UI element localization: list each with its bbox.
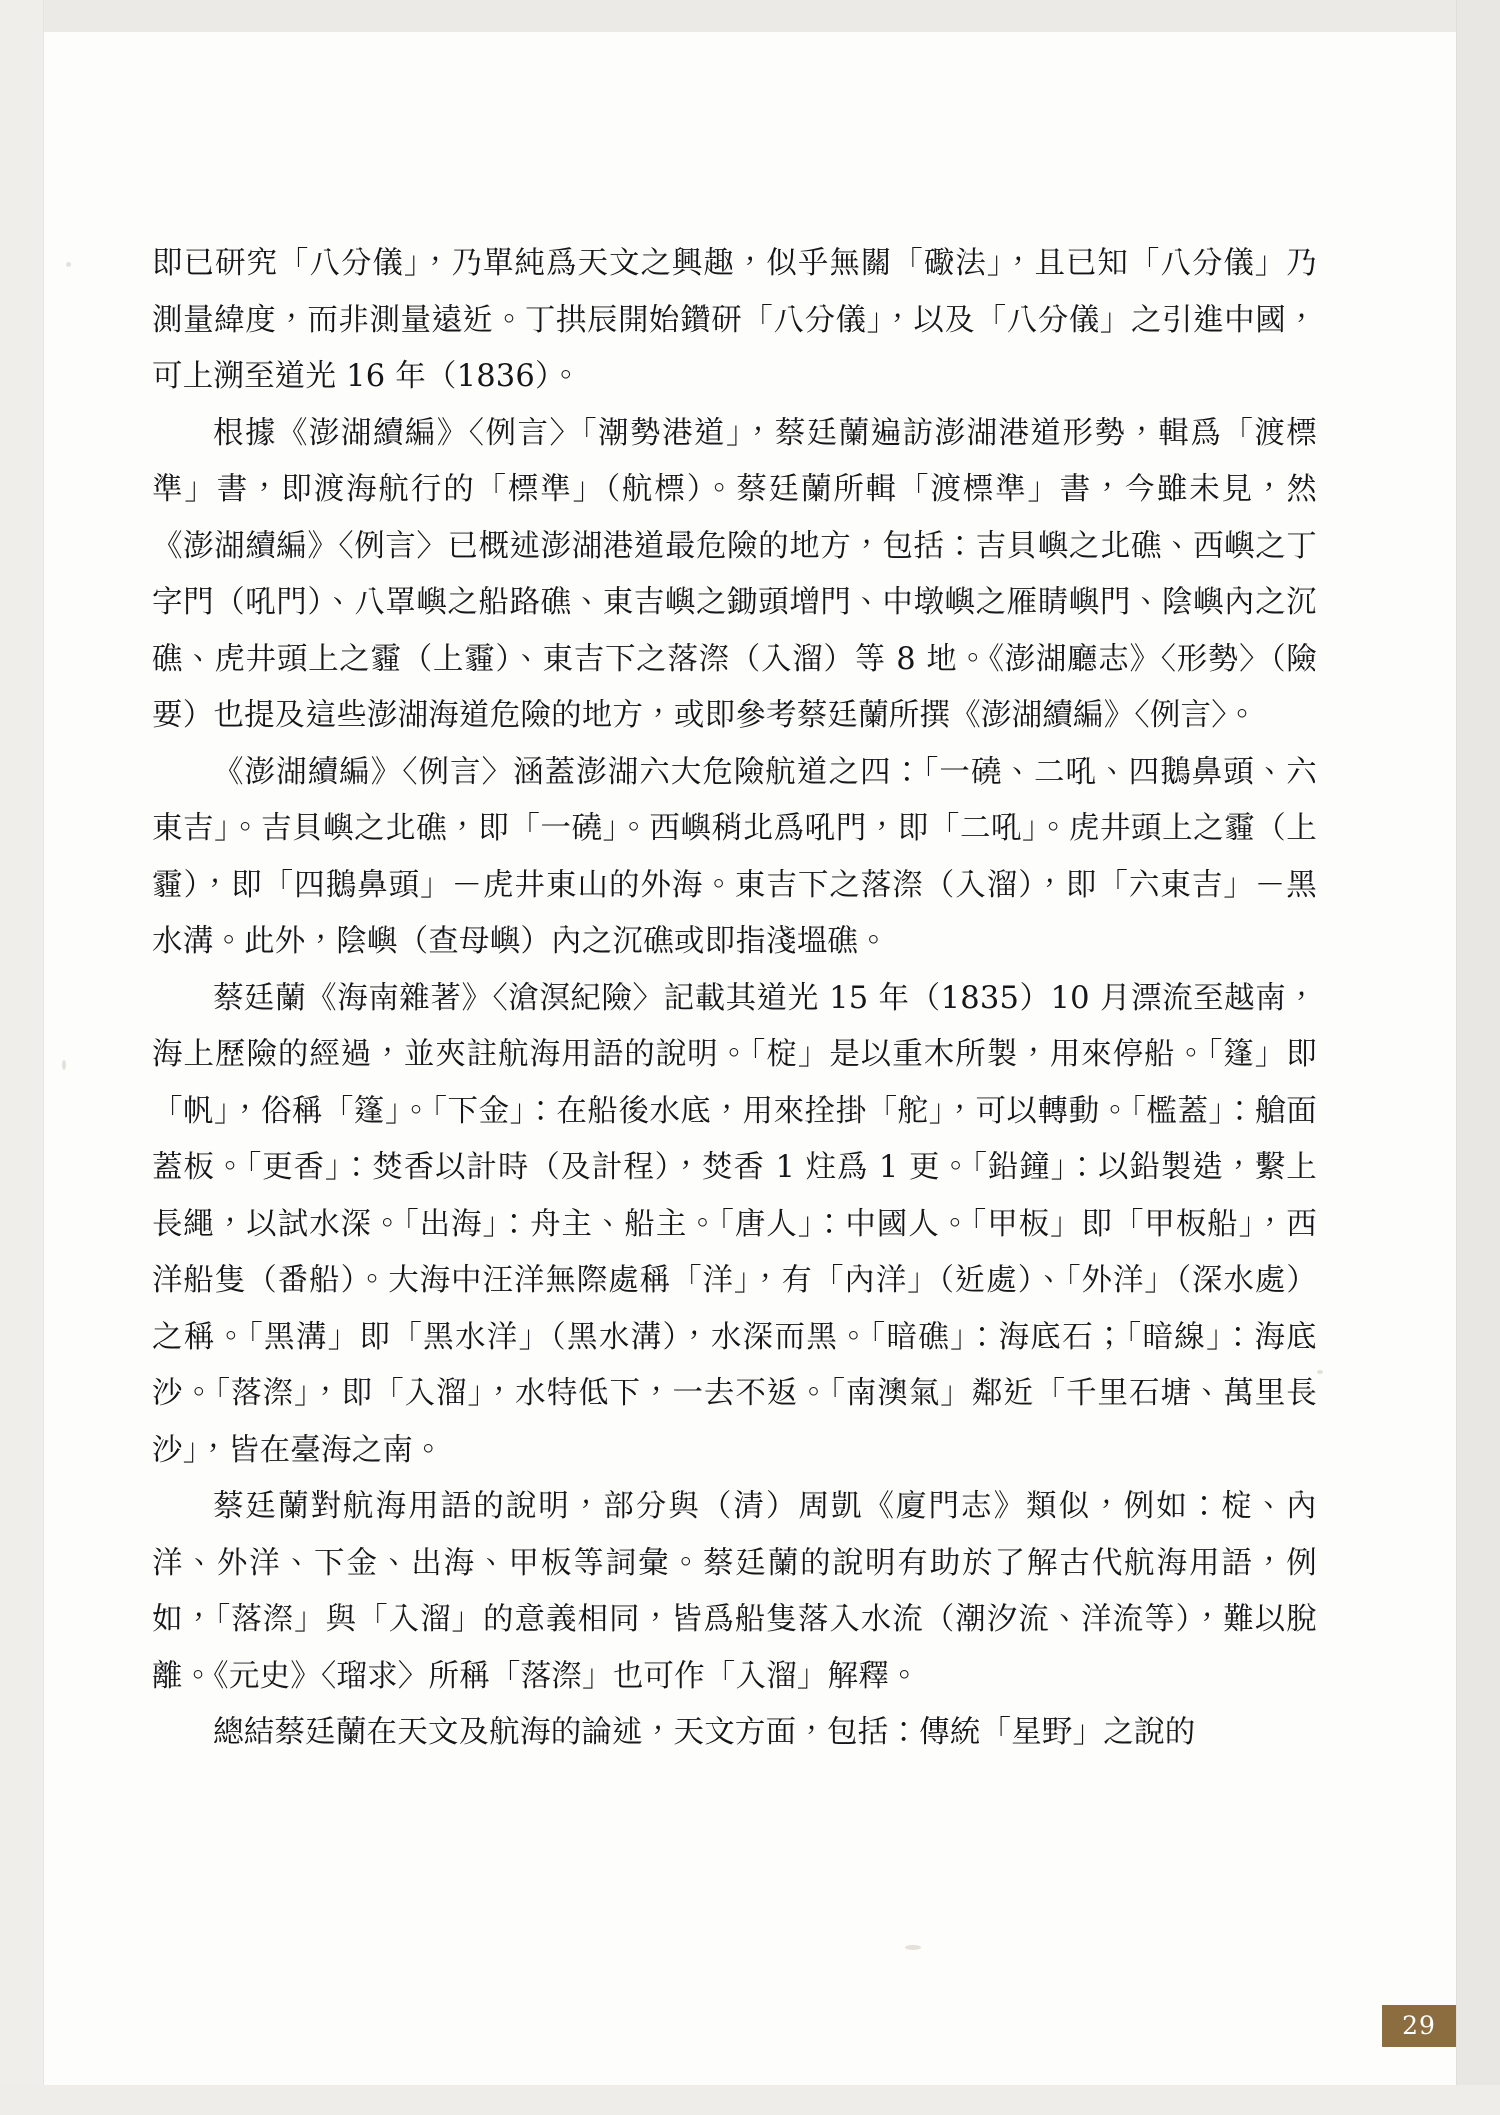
scan-speck [66, 262, 71, 267]
paragraph: 即已研究「八分儀」，乃單純爲天文之興趣，似乎無關「礮法」，且已知「八分儀」乃測量緯度，而非測量遠近。丁拱辰開始鑽研「八分儀」，以及「八分儀」之引進中國，可上溯至道光 16 年（1836）。 [152, 246, 1317, 394]
paragraph: 《澎湖續編》〈例言〉涵蓋澎湖六大危險航道之四：「一磽、二吼、四鵝鼻頭、六東吉」。吉貝嶼之北礁，即「一磽」。西嶼稍北爲吼門，即「二吼」。虎井頭上之霾（上霾），即「四鵝鼻頭」－虎井東山的外海。東吉下之落漈（入溜），即「六東吉」－黑水溝。此外，陰嶼（查母嶼）內之沉礁或即指淺塭礁。 [152, 754, 1317, 959]
page-top-band [44, 0, 1456, 32]
page-number-badge: 29 [1382, 2005, 1456, 2047]
paragraph: 蔡廷蘭《海南雜著》〈滄溟紀險〉記載其道光 15 年（1835）10 月漂流至越南，海上歷險的經過，並夾註航海用語的說明。「椗」是以重木所製，用來停船。「篷」即「帆」，俗稱「篷」。「下金」：在船後水底，用來拴掛「舵」，可以轉動。「檻蓋」：艙面蓋板。「更香」：焚香以計時（及計程），焚香 1 炷爲 1 更。「鉛鐘」：以鉛製造，繫上長繩，以試水深。「出海」：舟主、船主。「唐人」：中國人。「甲板」即「甲板船」，西洋船隻（番船）。大海中汪洋無際處稱「洋」，有「內洋」（近處）、「外洋」（深水處）之稱。「黑溝」即「黑水洋」（黑水溝），水深而黑。「暗礁」：海底石；「暗線」：海底沙。「落漈」，即「入溜」，水特低下，一去不返。「南澳氣」鄰近「千里石塘、萬里長沙」，皆在臺海之南。 [152, 980, 1317, 1468]
scan-speck [905, 1945, 921, 1950]
scan-speck [1317, 1370, 1323, 1374]
paragraph: 總結蔡廷蘭在天文及航海的論述，天文方面，包括：傳統「星野」之說的 [213, 1715, 1196, 1750]
page-left-edge [0, 0, 46, 2115]
scan-speck [62, 1060, 66, 1070]
page-bottom-edge [0, 2085, 1500, 2115]
page-right-edge [1456, 0, 1500, 2115]
paragraph: 根據《澎湖續編》〈例言〉「潮勢港道」，蔡廷蘭遍訪澎湖港道形勢，輯爲「渡標準」書，即渡海航行的「標準」（航標）。蔡廷蘭所輯「渡標準」書，今雖未見，然《澎湖續編》〈例言〉已概述澎湖港道最危險的地方，包括：吉貝嶼之北礁、西嶼之丁字門（吼門）、八罩嶼之船路礁、東吉嶼之鋤頭增門、中墩嶼之雁睛嶼門、陰嶼內之沉礁、虎井頭上之霾（上霾）、東吉下之落漈（入溜）等 8 地。《澎湖廳志》〈形勢〉（險要）也提及這些澎湖海道危險的地方，或即參考蔡廷蘭所撰《澎湖續編》〈例言〉。 [152, 415, 1317, 733]
body-text [152, 236, 1317, 1762]
paragraph: 蔡廷蘭對航海用語的說明，部分與（清）周凱《廈門志》類似，例如：椗、內洋、外洋、下金、出海、甲板等詞彙。蔡廷蘭的說明有助於了解古代航海用語，例如，「落漈」與「入溜」的意義相同，皆爲船隻落入水流（潮汐流、洋流等），難以脫離。《元史》〈瑠求〉所稱「落漈」也可作「入溜」解釋。 [152, 1489, 1317, 1694]
